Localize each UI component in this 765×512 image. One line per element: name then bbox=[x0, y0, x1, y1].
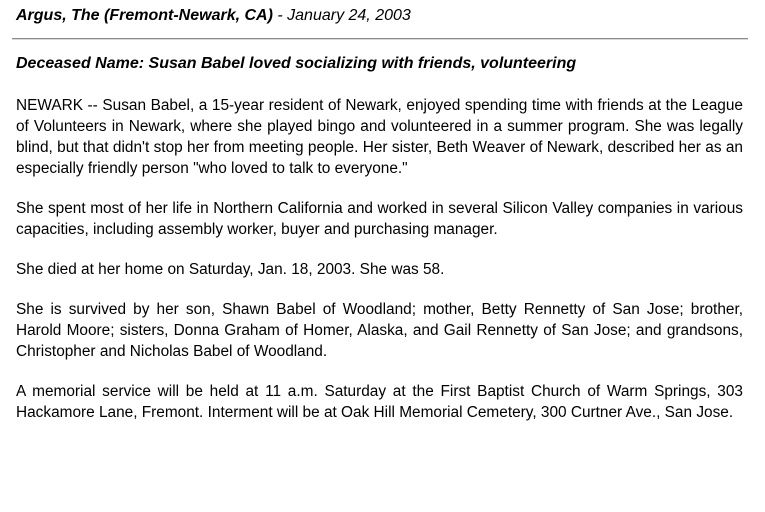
article-paragraph: She died at her home on Saturday, Jan. 18, 2003. She was 58. bbox=[16, 261, 445, 278]
article-paragraph: A memorial service will be held at 11 a.m. Saturday at the First Baptist Church of Warm Springs, 303 Hackamore Lane, Fremont. Interment will be at Oak Hill Memorial Cemetery, 300 Curtner Ave., San Jose. bbox=[16, 383, 743, 421]
article-paragraph: She is survived by her son, Shawn Babel of Woodland; mother, Betty Rennetty of San Jose; brother, Harold Moore; sisters, Donna Graham of Homer, Alaska, and Gail Rennetty of San Jose; and grandsons, Christopher and Nicholas Babel of Woodland. bbox=[16, 301, 743, 360]
publication-name: Argus, The (Fremont-Newark, CA) bbox=[16, 7, 273, 24]
publication-date: January 24, 2003 bbox=[287, 7, 411, 24]
source-header bbox=[16, 7, 411, 25]
article-paragraph: NEWARK -- Susan Babel, a 15-year resident of Newark, enjoyed spending time with friends at the League of Volunteers in Newark, where she played bingo and volunteered in a summer program. She was legally blind, but that didn't stop her from meeting people. Her sister, Beth Weaver of Newark, described her as an especially friendly person "who loved to talk to everyone." bbox=[16, 97, 743, 177]
article-headline: Deceased Name: Susan Babel loved socializing with friends, volunteering bbox=[16, 55, 577, 72]
header-separator: - bbox=[272, 7, 288, 24]
article-body bbox=[16, 95, 743, 423]
article-paragraph: She spent most of her life in Northern California and worked in several Silicon Valley companies in various capacities, including assembly worker, buyer and purchasing manager. bbox=[16, 200, 743, 238]
header-divider bbox=[12, 38, 748, 40]
